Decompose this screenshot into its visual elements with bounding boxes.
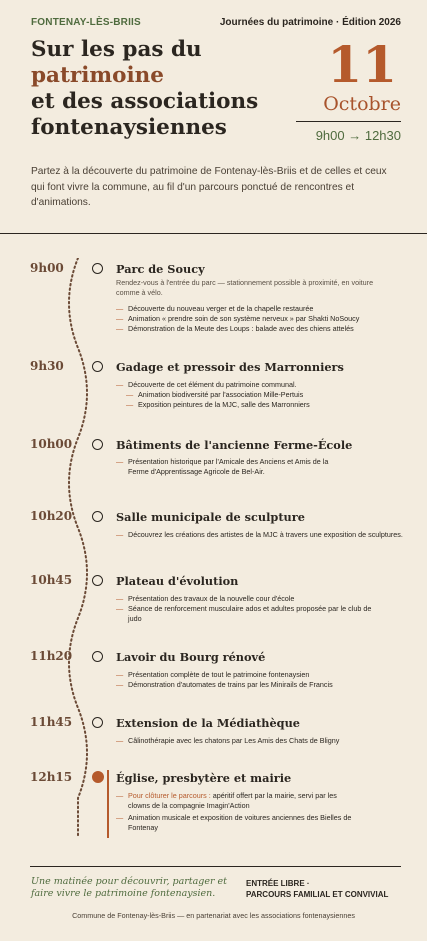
stop-item: — Séance de renforcement musculaire ados et adultes proposée par le club de judo — [116, 604, 376, 624]
stop-note: Rendez-vous à l'entrée du parc — stationnement possible à proximité, en voiture comme à vélo. — [116, 278, 374, 297]
title-line-3: et des associations — [31, 89, 259, 114]
highlight-text: Pour clôturer le parcours : — [128, 791, 211, 800]
stop-item: — Découverte du nouveau verger et de la chapelle restaurée — [116, 304, 406, 314]
entry-info — [246, 878, 388, 900]
stop-marker-final — [92, 771, 104, 783]
date-divider — [296, 121, 401, 122]
footer-credits: Commune de Fontenay-lès-Briis — en partenariat avec les associations fontenaysiennes — [72, 911, 355, 920]
entry-line-2: PARCOURS FAMILIAL ET CONVIVIAL — [246, 890, 389, 899]
timeline-wave — [62, 258, 94, 838]
stop-time: 10h45 — [30, 573, 73, 587]
title-line-1: Sur les pas du — [31, 37, 202, 62]
entry-line-1: ENTRÉE LIBRE · — [246, 879, 310, 888]
stop-item: — Démonstration d'automates de trains par les Minirails de Francis — [116, 680, 406, 690]
stop-time: 11h45 — [30, 715, 73, 729]
stop-marker — [92, 717, 103, 728]
stop-item: — Présentation complète de tout le patrimoine fontenaysien — [116, 670, 406, 680]
footer-divider — [30, 866, 401, 867]
event-month: Octobre — [323, 93, 401, 115]
stop-marker — [92, 263, 103, 274]
stop-time: 10h00 — [30, 437, 73, 451]
stop-time: 10h20 — [30, 509, 73, 523]
stop-title: Salle municipale de sculpture — [116, 510, 305, 524]
title-line-2: patrimoine — [31, 63, 164, 88]
footer-tagline: Une matinée pour découvrir, partager et faire vivre le patrimoine fontenaysien. — [31, 876, 227, 899]
stop-item: — Présentation des travaux de la nouvelle cour d'école — [116, 594, 406, 604]
edition-label: Journées du patrimoine · Édition 2026 — [219, 17, 401, 28]
title-line-4: fontenaysiennes — [31, 115, 227, 140]
stop-marker — [92, 651, 103, 662]
stop-item: — Animation musicale et exposition de voitures anciennes des Bielles de Fontenay — [116, 813, 356, 833]
stop-item: — Présentation historique par l'Amicale des Anciens et Amis de la Ferme d'Apprentissage Agricole de Bel-Air. — [116, 457, 346, 477]
item-text: apéritif offert par la mairie, servi par les clowns de la compagnie Imagin'Action — [128, 791, 337, 810]
stop-item: — Démonstration de la Meute des Loups : balade avec des chiens attelés — [116, 324, 406, 334]
event-day: 11 — [327, 35, 397, 94]
event-hours: 9h00 → 12h30 — [315, 128, 401, 143]
stop-item: — Câlinothérapie avec les chatons par Les Amis des Chats de Bligny — [116, 736, 406, 746]
stop-title: Parc de Soucy — [116, 262, 205, 276]
stop-marker — [92, 511, 103, 522]
stop-time: 9h00 — [30, 261, 64, 275]
stop-item: — Découverte de cet élément du patrimoine communal. — [116, 380, 406, 390]
stop-item: — Animation « prendre soin de son système nerveux » par Shakti NoSoucy — [116, 314, 406, 324]
stop-item: — Découvrez les créations des artistes de la MJC à travers une exposition de sculptures. — [116, 530, 406, 540]
stop-item: — Animation biodiversité par l'association Mille-Pertuis — [126, 390, 416, 400]
stop-marker — [92, 439, 103, 450]
intro-text: Partez à la découverte du patrimoine de Fontenay-lès-Briis et de celles et ceux qui font vivre la commune, au fil d'un parcours ponctué de rencontres et d'animations. — [31, 166, 387, 208]
poster-header — [0, 0, 427, 234]
town-name: FONTENAY-LÈS-BRIIS — [31, 17, 141, 28]
stop-title: Bâtiments de l'ancienne Ferme-École — [116, 438, 353, 452]
stop-time: 11h20 — [30, 649, 73, 663]
stop-title: Plateau d'évolution — [116, 574, 239, 588]
stop-title: Gadage et pressoir des Marronniers — [116, 360, 344, 374]
stop-title: Lavoir du Bourg rénové — [116, 650, 266, 664]
stop-time: 12h15 — [30, 770, 73, 784]
final-stop-bar — [107, 770, 109, 838]
stop-title: Extension de la Médiathèque — [116, 716, 300, 730]
stop-marker — [92, 361, 103, 372]
stop-item — [116, 791, 356, 811]
stop-item: — Exposition peintures de la MJC, salle des Marronniers — [126, 400, 416, 410]
stop-time: 9h30 — [30, 359, 64, 373]
stop-marker — [92, 575, 103, 586]
page-title — [31, 37, 291, 141]
stop-title: Église, presbytère et mairie — [116, 771, 292, 785]
